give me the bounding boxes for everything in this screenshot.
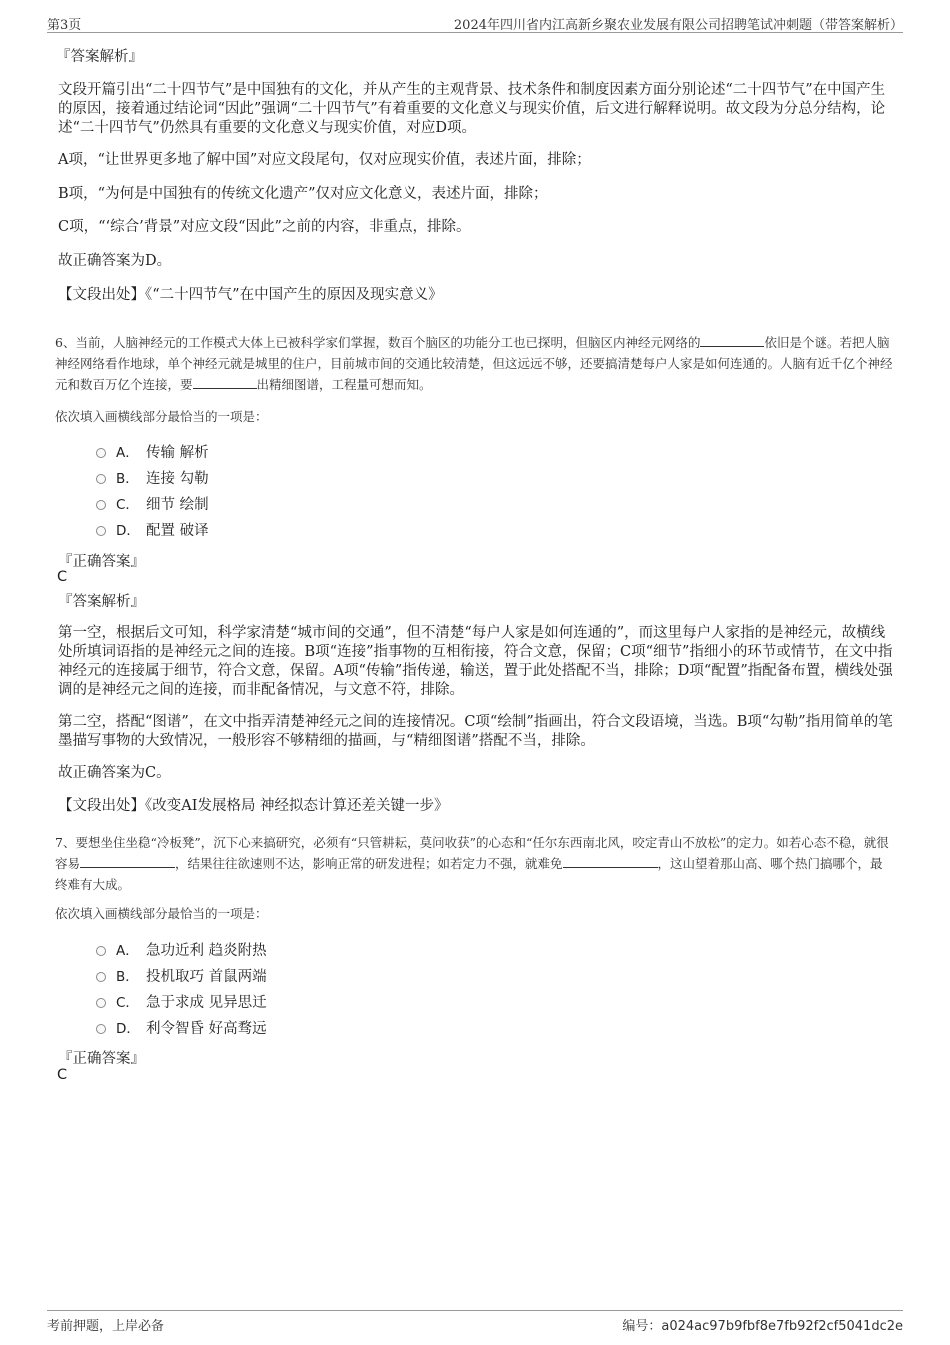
analysis-paragraph: 文段开篇引出“二十四节气”是中国独有的文化，并从产生的主观背景、技术条件和制度因素方面分别论述“二十四节气”在中国产生的原因，接着通过结论词“因此”强调“二十四节气”有着重要的文化意义与现实价值，后文进行解释说明。故文段为分总分结构，论述“二十四节气”仍然具有重要的文化意义与现实价值，对应D项。 (58, 82, 886, 136)
radio-button[interactable] (96, 1024, 106, 1034)
question-7-option-a[interactable]: A． 急功近利 趋炎附热 (96, 941, 267, 961)
question-6-option-d[interactable]: D． 配置 破译 (96, 521, 209, 541)
radio-button[interactable] (96, 998, 106, 1008)
fill-blank (700, 334, 764, 347)
analysis-conclusion: 故正确答案为D。 (58, 253, 172, 269)
page-header (47, 12, 903, 33)
document-id-label: 编号： (622, 1319, 662, 1334)
analysis-option-a: A项，“让世界更多地了解中国”对应文段尾句，仅对应现实价值，表述片面，排除； (58, 152, 591, 168)
document-id (622, 1315, 903, 1334)
question-6-option-b[interactable]: B． 连接 勾勒 (96, 469, 209, 489)
analysis-blank-2: 第二空，搭配“图谱”，在文中指弄清楚神经元之间的连接情况。C项“绘制”指画出，符合文段语境，当选。B项“勾勒”指用简单的笔墨描写事物的大致情况，一般形容不够精细的描画，与“精细图谱”搭配不当，排除。 (58, 714, 893, 749)
fill-blank (563, 855, 658, 868)
passage-source: 【文段出处】《“二十四节气”在中国产生的原因及现实意义》 (58, 287, 443, 303)
question-6-option-c[interactable]: C． 细节 绘制 (96, 495, 209, 515)
correct-answer-label: 『正确答案』 (58, 1051, 145, 1067)
page-footer (47, 1310, 903, 1335)
analysis-blank-1: 第一空，根据后文可知，科学家清楚“城市间的交通”，但不清楚“每户人家是如何连通的”，而这里每户人家指的是神经元，故横线处所填词语指的是神经元之间的连接。B项“连接”指事物的互相衔接，符合文意，保留；C项“细节”指细小的环节或情节，在文中指神经元的连接属于细节，符合文意，保留。A项“传输”指传递，输送，置于此处搭配不当，排除；D项“配置”指配备布置，横线处强调的是神经元之间的连接，而非配备情况，与文意不符，排除。 (58, 625, 893, 698)
footer-slogan: 考前押题，上岸必备 (47, 1319, 165, 1334)
question-7-option-b[interactable]: B． 投机取巧 首鼠两端 (96, 967, 267, 987)
correct-answer: C (57, 569, 68, 585)
fill-blank (80, 855, 175, 868)
correct-answer: C (57, 1067, 68, 1083)
question-7-option-c[interactable]: C． 急于求成 见异思迁 (96, 993, 267, 1013)
question-6-option-a[interactable]: A． 传输 解析 (96, 443, 209, 463)
radio-button[interactable] (96, 474, 106, 484)
passage-source: 【文段出处】《改变AI发展格局 神经拟态计算还差关键一步》 (58, 798, 449, 814)
question-6-stem: 6、当前，人脑神经元的工作模式大体上已被科学家们掌握，数百个脑区的功能分工也已探明，但脑区内神经元网络的 依旧是个谜。若把人脑神经网络看作地球，单个神经元就是城里的住户，目前城市间的交通比较清楚，但这远远不够，还要搞清楚每户人家是如何连通的。人脑有近千亿个神经元和数百万亿个连接，要 出精细图谱，工程量可想而知。 (55, 335, 893, 392)
question-6-instruction: 依次填入画横线部分最恰当的一项是： (55, 409, 268, 424)
analysis-option-b: B项，“为何是中国独有的传统文化遗产”仅对应文化意义，表述片面，排除； (58, 186, 548, 202)
question-7-instruction: 依次填入画横线部分最恰当的一项是： (55, 906, 268, 921)
answer-analysis-label: 『答案解析』 (56, 49, 143, 65)
radio-button[interactable] (96, 500, 106, 510)
radio-button[interactable] (96, 448, 106, 458)
analysis-option-c: C项，“‘综合’背景”对应文段“因此”之前的内容，非重点，排除。 (58, 219, 471, 235)
answer-analysis-label: 『答案解析』 (58, 594, 145, 610)
document-title: 2024年四川省内江高新乡聚农业发展有限公司招聘笔试冲刺题（带答案解析） (453, 18, 903, 33)
radio-button[interactable] (96, 972, 106, 982)
analysis-conclusion: 故正确答案为C。 (58, 765, 171, 781)
fill-blank (193, 376, 257, 389)
radio-button[interactable] (96, 526, 106, 536)
question-7-option-d[interactable]: D． 利令智昏 好高骛远 (96, 1019, 267, 1039)
page-number: 第3页 (47, 18, 82, 33)
correct-answer-label: 『正确答案』 (58, 554, 145, 570)
question-7-stem: 7、要想坐住坐稳“冷板凳”，沉下心来搞研究，必须有“只管耕耘，莫问收获”的心态和“任尔东西南北风，咬定青山不放松”的定力。如若心态不稳，就很容易 ，结果往往欲速则不达，影响正常的研发进程；如若定力不强，就难免 ，这山望着那山高、哪个热门搞哪个，最终难有大成。 (55, 835, 889, 892)
document-id-value: a024ac97b9fbf8e7fb92f2cf5041dc2e (661, 1319, 903, 1334)
radio-button[interactable] (96, 946, 106, 956)
